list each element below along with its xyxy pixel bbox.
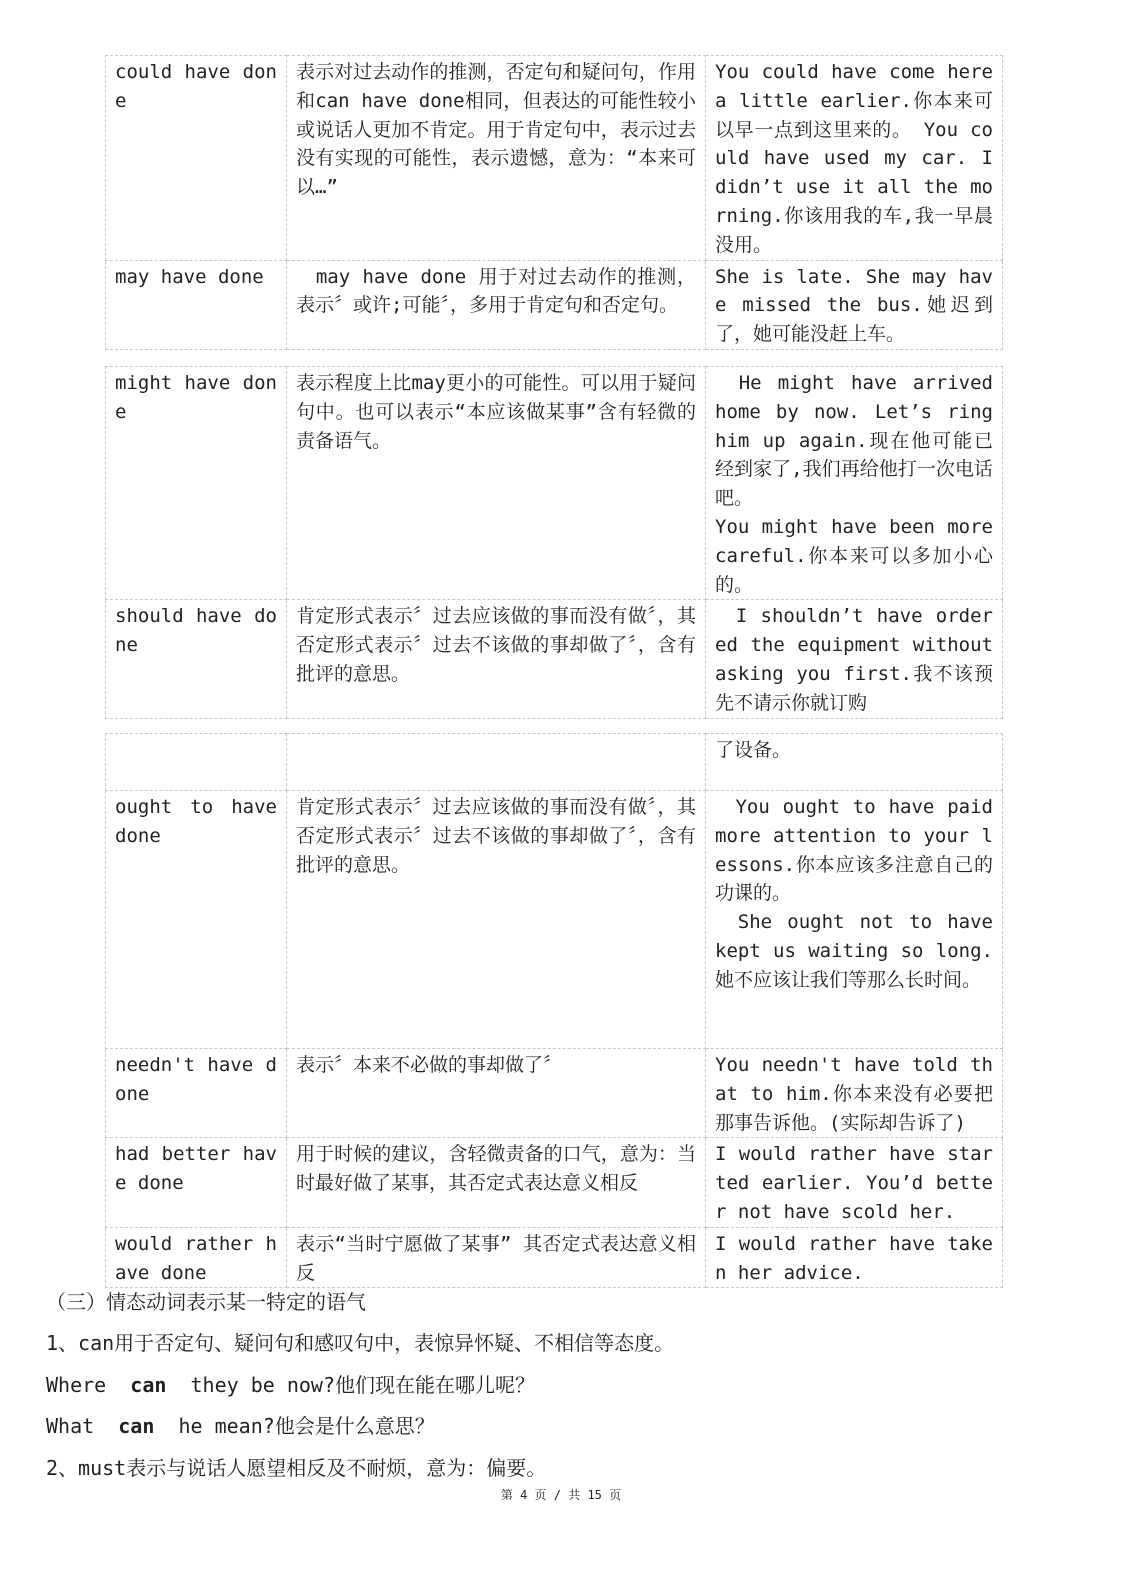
example-cell: 了设备。 <box>706 734 1003 791</box>
table-row <box>106 1227 1003 1288</box>
table-2 <box>105 366 1003 719</box>
table-row <box>106 1138 1003 1227</box>
point-2: 2、must表示与说话人愿望相反及不耐烦，意为：偏要。 <box>46 1456 547 1480</box>
table-3 <box>105 733 1003 1288</box>
page-footer: 第 4 页 / 共 15 页 <box>500 1488 622 1502</box>
section-heading: （三）情态动词表示某一特定的语气 <box>46 1290 366 1314</box>
example-1-pre: Where <box>46 1373 131 1397</box>
usage-cell: may have done 用于对过去动作的推测，表示〞或许;可能〞，多用于肯定句和否定句。 <box>287 260 706 349</box>
phrase-cell: could have done <box>106 56 287 261</box>
table-row <box>106 734 1003 791</box>
usage-cell: 表示“当时宁愿做了某事” 其否定式表达意义相反 <box>287 1227 706 1288</box>
table-1 <box>105 55 1003 350</box>
phrase-cell: had better have done <box>106 1138 287 1227</box>
phrase-cell: should have done <box>106 600 287 718</box>
example-cell: I would rather have started earlier. You’d better not have scold her. <box>706 1138 1003 1227</box>
table-row <box>106 1049 1003 1138</box>
table-row <box>106 56 1003 261</box>
phrase-cell: might have done <box>106 367 287 600</box>
example-cell: You could have come here a little earlier.你本来可以早一点到这里来的。 You could have used my car. I didn’t use it all the morning.你该用我的车,我一早晨没用。 <box>706 56 1003 261</box>
usage-cell: 表示对过去动作的推测，否定句和疑问句，作用和can have done相同，但表达的可能性较小或说话人更加不肯定。用于肯定句中，表示过去没有实现的可能性，表示遗憾，意为：“本来可以…” <box>287 56 706 261</box>
table-row <box>106 791 1003 1049</box>
example-2-keyword: can <box>118 1414 155 1438</box>
example-2-post: he mean?他会是什么意思？ <box>154 1414 435 1438</box>
phrase-cell: would rather have done <box>106 1227 287 1288</box>
example-cell: She is late. She may have missed the bus.她迟到了，她可能没赶上车。 <box>706 260 1003 349</box>
table-row <box>106 260 1003 349</box>
example-cell: You ought to have paid more attention to your lessons.你本应该多注意自己的功课的。 She ought not to have kept us waiting so long.她不应该让我们等那么长时间。 <box>706 791 1003 1049</box>
phrase-cell: may have done <box>106 260 287 349</box>
table-row <box>106 367 1003 600</box>
usage-cell: 肯定形式表示〞过去应该做的事而没有做〞，其否定形式表示〞过去不该做的事却做了〞，含有批评的意思。 <box>287 600 706 718</box>
phrase-cell: ought to have done <box>106 791 287 1049</box>
usage-cell <box>287 734 706 791</box>
example-1-post: they be now?他们现在能在哪儿呢？ <box>166 1373 535 1397</box>
example-cell: You needn't have told that to him.你本来没有必要把那事告诉他。(实际却告诉了) <box>706 1049 1003 1138</box>
example-2 <box>46 1410 435 1439</box>
example-1-keyword: can <box>130 1373 167 1397</box>
example-2-pre: What <box>46 1414 119 1438</box>
example-cell: He might have arrived home by now. Let’s ring him up again.现在他可能已经到家了,我们再给他打一次电话吧。 You might have been more careful.你本来可以多加小心的。 <box>706 367 1003 600</box>
phrase-cell: needn't have done <box>106 1049 287 1138</box>
usage-cell: 表示〞本来不必做的事却做了〞 <box>287 1049 706 1138</box>
usage-cell: 表示程度上比may更小的可能性。可以用于疑问句中。也可以表示“本应该做某事”含有轻微的责备语气。 <box>287 367 706 600</box>
example-cell: I would rather have taken her advice. <box>706 1227 1003 1288</box>
phrase-cell <box>106 734 287 791</box>
example-1 <box>46 1369 535 1398</box>
table-row <box>106 600 1003 718</box>
usage-cell: 用于时候的建议，含轻微责备的口气，意为：当时最好做了某事，其否定式表达意义相反 <box>287 1138 706 1227</box>
point-1: 1、can用于否定句、疑问句和感叹句中，表惊异怀疑、不相信等态度。 <box>46 1331 675 1355</box>
example-cell: I shouldn’t have ordered the equipment without asking you first.我不该预先不请示你就订购 <box>706 600 1003 718</box>
usage-cell: 肯定形式表示〞过去应该做的事而没有做〞，其否定形式表示〞过去不该做的事却做了〞，含有批评的意思。 <box>287 791 706 1049</box>
